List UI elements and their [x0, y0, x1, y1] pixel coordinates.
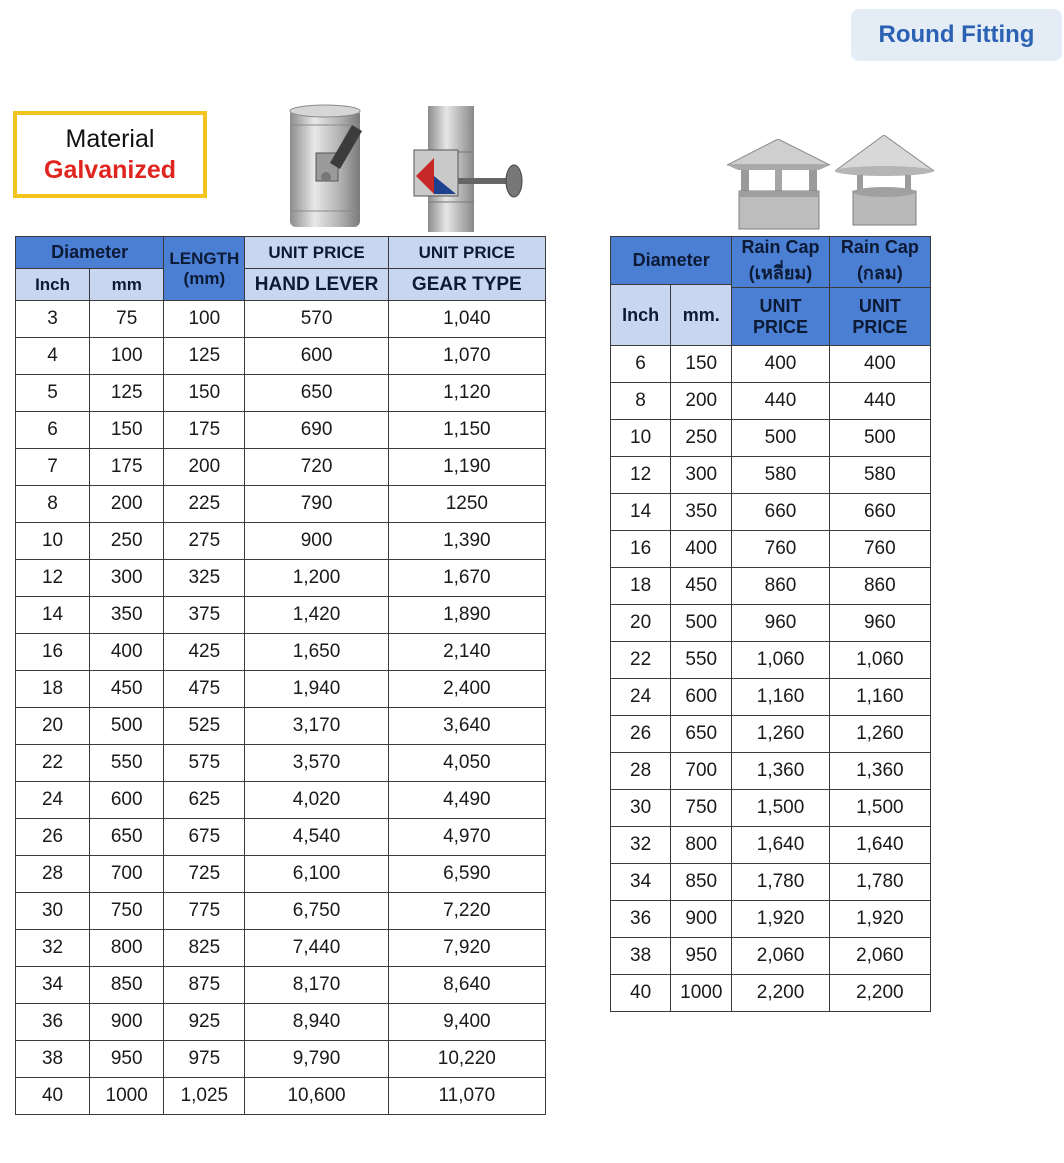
mm-cell: 850: [90, 967, 164, 1004]
mm-cell: 400: [90, 634, 164, 671]
mm-cell: 600: [671, 679, 732, 716]
material-label: Material: [65, 124, 155, 153]
rain-cap-square-price-cell: 1,360: [732, 753, 829, 790]
table-row: [611, 716, 931, 753]
gear-type-price-cell: 4,970: [388, 819, 545, 856]
rain-cap-square-price-cell: 660: [732, 494, 829, 531]
hand-lever-price-cell: 790: [245, 486, 388, 523]
rain-cap-square-price-cell: 760: [732, 531, 829, 568]
inch-cell: 38: [611, 938, 671, 975]
table-row: [611, 383, 931, 420]
inch-cell: 18: [611, 568, 671, 605]
hand-lever-price-cell: 4,540: [245, 819, 388, 856]
hand-lever-price-cell: 9,790: [245, 1041, 388, 1078]
length-cell: 875: [164, 967, 245, 1004]
rain-cap-round-price-cell: 1,500: [829, 790, 930, 827]
mm-cell: 700: [671, 753, 732, 790]
material-value: Galvanized: [44, 155, 176, 184]
rain-cap-round-price-cell: 440: [829, 383, 930, 420]
damper-price-table: [15, 236, 546, 1115]
inch-cell: 34: [16, 967, 90, 1004]
mm-cell: 550: [90, 745, 164, 782]
gear-type-price-cell: 4,050: [388, 745, 545, 782]
length-cell: 825: [164, 930, 245, 967]
unit-price-header: UNIT PRICE: [829, 288, 930, 346]
rain-cap-round-price-cell: 1,060: [829, 642, 930, 679]
table-row: [611, 494, 931, 531]
inch-cell: 12: [16, 560, 90, 597]
table-row: [16, 708, 546, 745]
rain-cap-square-price-cell: 400: [732, 346, 829, 383]
table-row: [16, 967, 546, 1004]
material-box: [13, 111, 207, 198]
inch-cell: 30: [611, 790, 671, 827]
mm-cell: 125: [90, 375, 164, 412]
mm-cell: 650: [671, 716, 732, 753]
mm-cell: 75: [90, 301, 164, 338]
mm-cell: 350: [671, 494, 732, 531]
length-cell: 575: [164, 745, 245, 782]
table-row: [16, 597, 546, 634]
mm-cell: 850: [671, 864, 732, 901]
table-row: [16, 671, 546, 708]
length-cell: 675: [164, 819, 245, 856]
inch-cell: 38: [16, 1041, 90, 1078]
table-row: [611, 790, 931, 827]
rain-cap-square-price-cell: 860: [732, 568, 829, 605]
inch-cell: 6: [611, 346, 671, 383]
gear-type-price-cell: 1,120: [388, 375, 545, 412]
mm-cell: 350: [90, 597, 164, 634]
inch-cell: 3: [16, 301, 90, 338]
rain-cap-round-price-cell: 500: [829, 420, 930, 457]
table-row: [16, 819, 546, 856]
rain-cap-round-price-cell: 760: [829, 531, 930, 568]
rain-cap-square-price-cell: 960: [732, 605, 829, 642]
hand-lever-price-cell: 6,750: [245, 893, 388, 930]
gear-type-price-cell: 2,140: [388, 634, 545, 671]
inch-cell: 36: [16, 1004, 90, 1041]
inch-cell: 22: [16, 745, 90, 782]
round-rain-cap-image: [835, 135, 934, 228]
table-row: [16, 930, 546, 967]
hand-lever-price-cell: 8,940: [245, 1004, 388, 1041]
length-cell: 100: [164, 301, 245, 338]
rain-cap-price-table: [610, 236, 931, 1012]
inch-header: Inch: [16, 269, 90, 301]
length-cell: 200: [164, 449, 245, 486]
table-row: [16, 560, 546, 597]
mm-cell: 175: [90, 449, 164, 486]
table-row: [16, 893, 546, 930]
inch-cell: 34: [611, 864, 671, 901]
inch-cell: 28: [611, 753, 671, 790]
length-cell: 150: [164, 375, 245, 412]
rain-cap-square-price-cell: 1,260: [732, 716, 829, 753]
unit-price-header: UNIT PRICE: [245, 237, 388, 269]
table-row: [611, 864, 931, 901]
mm-cell: 1000: [90, 1078, 164, 1115]
table-row: [16, 338, 546, 375]
hand-lever-price-cell: 3,570: [245, 745, 388, 782]
table-row: [16, 301, 546, 338]
length-header: LENGTH (mm): [164, 237, 245, 301]
rain-cap-square-price-cell: 2,200: [732, 975, 829, 1012]
mm-cell: 300: [671, 457, 732, 494]
length-cell: 225: [164, 486, 245, 523]
rain-cap-round-header: Rain Cap (กลม): [829, 237, 930, 288]
hand-lever-price-cell: 570: [245, 301, 388, 338]
rain-cap-square-price-cell: 580: [732, 457, 829, 494]
length-cell: 425: [164, 634, 245, 671]
mm-cell: 950: [90, 1041, 164, 1078]
table-row: [16, 745, 546, 782]
round-fitting-badge: Round Fitting: [851, 9, 1062, 61]
gear-type-price-cell: 6,590: [388, 856, 545, 893]
hand-lever-price-cell: 10,600: [245, 1078, 388, 1115]
length-cell: 1,025: [164, 1078, 245, 1115]
inch-cell: 40: [16, 1078, 90, 1115]
length-cell: 325: [164, 560, 245, 597]
unit-price-header: UNIT PRICE: [388, 237, 545, 269]
mm-cell: 900: [90, 1004, 164, 1041]
inch-cell: 6: [16, 412, 90, 449]
gear-type-price-cell: 3,640: [388, 708, 545, 745]
table-row: [16, 486, 546, 523]
mm-cell: 500: [90, 708, 164, 745]
inch-cell: 14: [611, 494, 671, 531]
table-row: [611, 457, 931, 494]
hand-lever-price-cell: 1,200: [245, 560, 388, 597]
table-row: [611, 346, 931, 383]
gear-type-price-cell: 8,640: [388, 967, 545, 1004]
diameter-header: Diameter: [16, 237, 164, 269]
rain-cap-round-price-cell: 2,060: [829, 938, 930, 975]
mm-header: mm: [90, 269, 164, 301]
rain-cap-square-price-cell: 1,060: [732, 642, 829, 679]
gear-type-price-cell: 1,390: [388, 523, 545, 560]
hand-lever-price-cell: 7,440: [245, 930, 388, 967]
mm-cell: 800: [671, 827, 732, 864]
gear-type-price-cell: 9,400: [388, 1004, 545, 1041]
gear-type-header: GEAR TYPE: [388, 269, 545, 301]
inch-cell: 18: [16, 671, 90, 708]
table-row: [611, 642, 931, 679]
inch-cell: 36: [611, 901, 671, 938]
inch-cell: 8: [16, 486, 90, 523]
gear-type-price-cell: 10,220: [388, 1041, 545, 1078]
hand-lever-price-cell: 8,170: [245, 967, 388, 1004]
length-cell: 375: [164, 597, 245, 634]
length-cell: 975: [164, 1041, 245, 1078]
rain-cap-square-price-cell: 500: [732, 420, 829, 457]
rain-cap-round-price-cell: 1,160: [829, 679, 930, 716]
rain-cap-round-price-cell: 2,200: [829, 975, 930, 1012]
gear-type-price-cell: 1,890: [388, 597, 545, 634]
table-row: [16, 449, 546, 486]
table-row: [16, 634, 546, 671]
gear-type-price-cell: 7,220: [388, 893, 545, 930]
gear-type-price-cell: 2,400: [388, 671, 545, 708]
rain-cap-round-price-cell: 860: [829, 568, 930, 605]
inch-cell: 32: [611, 827, 671, 864]
inch-cell: 12: [611, 457, 671, 494]
mm-cell: 200: [90, 486, 164, 523]
length-cell: 175: [164, 412, 245, 449]
inch-cell: 26: [611, 716, 671, 753]
hand-lever-damper-image: [286, 103, 370, 231]
inch-cell: 10: [611, 420, 671, 457]
hand-lever-price-cell: 900: [245, 523, 388, 560]
mm-cell: 250: [90, 523, 164, 560]
rain-cap-square-price-cell: 1,780: [732, 864, 829, 901]
table-row: [611, 420, 931, 457]
inch-cell: 20: [16, 708, 90, 745]
rain-cap-round-price-cell: 1,360: [829, 753, 930, 790]
rain-cap-round-price-cell: 1,260: [829, 716, 930, 753]
mm-cell: 650: [90, 819, 164, 856]
table-row: [611, 901, 931, 938]
table-row: [611, 605, 931, 642]
length-cell: 525: [164, 708, 245, 745]
mm-cell: 750: [671, 790, 732, 827]
length-cell: 125: [164, 338, 245, 375]
gear-type-price-cell: 1,670: [388, 560, 545, 597]
inch-cell: 16: [611, 531, 671, 568]
inch-cell: 14: [16, 597, 90, 634]
mm-cell: 950: [671, 938, 732, 975]
mm-cell: 150: [90, 412, 164, 449]
gear-type-price-cell: 1,070: [388, 338, 545, 375]
inch-cell: 40: [611, 975, 671, 1012]
table-row: [611, 938, 931, 975]
inch-cell: 8: [611, 383, 671, 420]
rain-cap-square-price-cell: 1,640: [732, 827, 829, 864]
gear-type-price-cell: 1250: [388, 486, 545, 523]
table-row: [611, 568, 931, 605]
rain-cap-square-price-cell: 1,500: [732, 790, 829, 827]
table-row: [611, 679, 931, 716]
mm-cell: 100: [90, 338, 164, 375]
table-row: [16, 412, 546, 449]
mm-cell: 150: [671, 346, 732, 383]
gear-type-price-cell: 1,190: [388, 449, 545, 486]
table-row: [16, 856, 546, 893]
hand-lever-price-cell: 720: [245, 449, 388, 486]
gear-type-price-cell: 1,040: [388, 301, 545, 338]
table-row: [611, 531, 931, 568]
mm-cell: 300: [90, 560, 164, 597]
table-row: [16, 375, 546, 412]
rain-cap-round-price-cell: 1,640: [829, 827, 930, 864]
rain-cap-square-price-cell: 1,160: [732, 679, 829, 716]
rain-cap-square-header: Rain Cap (เหลี่ยม): [732, 237, 829, 288]
inch-cell: 26: [16, 819, 90, 856]
mm-cell: 700: [90, 856, 164, 893]
table-row: [16, 1004, 546, 1041]
mm-cell: 400: [671, 531, 732, 568]
mm-cell: 800: [90, 930, 164, 967]
unit-price-header: UNIT PRICE: [732, 288, 829, 346]
inch-cell: 4: [16, 338, 90, 375]
inch-cell: 22: [611, 642, 671, 679]
mm-cell: 450: [90, 671, 164, 708]
inch-cell: 10: [16, 523, 90, 560]
table-row: [16, 782, 546, 819]
inch-cell: 28: [16, 856, 90, 893]
hand-lever-price-cell: 3,170: [245, 708, 388, 745]
mm-cell: 600: [90, 782, 164, 819]
hand-lever-price-cell: 1,940: [245, 671, 388, 708]
length-cell: 775: [164, 893, 245, 930]
mm-header: mm.: [671, 285, 732, 346]
length-cell: 725: [164, 856, 245, 893]
mm-cell: 1000: [671, 975, 732, 1012]
gear-type-damper-image: [404, 106, 528, 232]
inch-cell: 20: [611, 605, 671, 642]
inch-cell: 24: [611, 679, 671, 716]
hand-lever-price-cell: 690: [245, 412, 388, 449]
inch-cell: 5: [16, 375, 90, 412]
gear-type-price-cell: 7,920: [388, 930, 545, 967]
rain-cap-round-price-cell: 1,780: [829, 864, 930, 901]
hand-lever-price-cell: 600: [245, 338, 388, 375]
gear-type-price-cell: 1,150: [388, 412, 545, 449]
rain-cap-square-price-cell: 2,060: [732, 938, 829, 975]
rain-cap-round-price-cell: 1,920: [829, 901, 930, 938]
length-cell: 925: [164, 1004, 245, 1041]
length-cell: 475: [164, 671, 245, 708]
inch-header: Inch: [611, 285, 671, 346]
table-row: [16, 523, 546, 560]
table-row: [611, 753, 931, 790]
mm-cell: 450: [671, 568, 732, 605]
mm-cell: 500: [671, 605, 732, 642]
square-rain-cap-image: [727, 139, 830, 231]
rain-cap-round-price-cell: 660: [829, 494, 930, 531]
inch-cell: 24: [16, 782, 90, 819]
inch-cell: 30: [16, 893, 90, 930]
mm-cell: 900: [671, 901, 732, 938]
table-row: [611, 827, 931, 864]
rain-cap-round-price-cell: 580: [829, 457, 930, 494]
length-cell: 275: [164, 523, 245, 560]
hand-lever-price-cell: 6,100: [245, 856, 388, 893]
table-row: [16, 1078, 546, 1115]
rain-cap-square-price-cell: 1,920: [732, 901, 829, 938]
rain-cap-square-price-cell: 440: [732, 383, 829, 420]
table-row: [611, 975, 931, 1012]
table-row: [16, 1041, 546, 1078]
hand-lever-price-cell: 1,650: [245, 634, 388, 671]
mm-cell: 750: [90, 893, 164, 930]
hand-lever-header: HAND LEVER: [245, 269, 388, 301]
hand-lever-price-cell: 4,020: [245, 782, 388, 819]
length-cell: 625: [164, 782, 245, 819]
mm-cell: 250: [671, 420, 732, 457]
mm-cell: 200: [671, 383, 732, 420]
gear-type-price-cell: 4,490: [388, 782, 545, 819]
inch-cell: 32: [16, 930, 90, 967]
hand-lever-price-cell: 1,420: [245, 597, 388, 634]
gear-type-price-cell: 11,070: [388, 1078, 545, 1115]
inch-cell: 7: [16, 449, 90, 486]
hand-lever-price-cell: 650: [245, 375, 388, 412]
inch-cell: 16: [16, 634, 90, 671]
rain-cap-round-price-cell: 960: [829, 605, 930, 642]
mm-cell: 550: [671, 642, 732, 679]
diameter-header: Diameter: [611, 237, 732, 285]
rain-cap-round-price-cell: 400: [829, 346, 930, 383]
